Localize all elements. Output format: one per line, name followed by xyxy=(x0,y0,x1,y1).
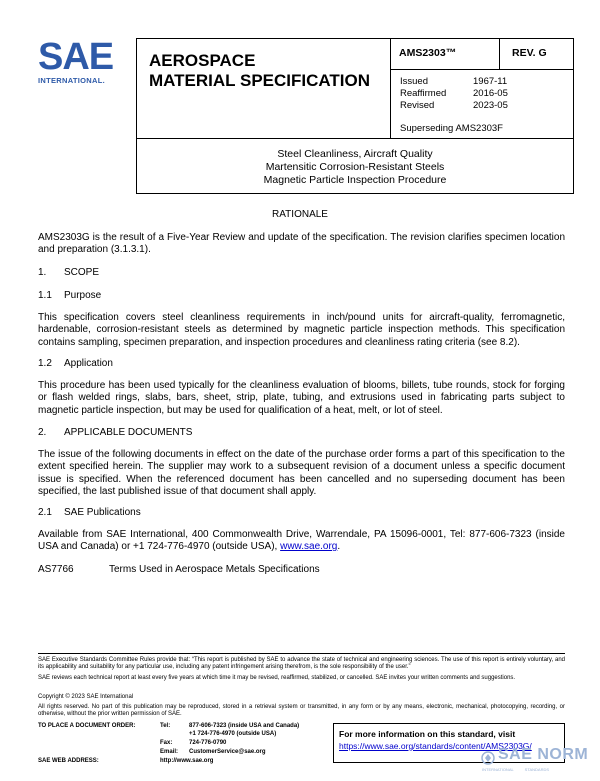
revision: REV. G xyxy=(512,47,547,59)
more-info-title: For more information on this standard, visit xyxy=(339,729,516,739)
dates-box xyxy=(390,69,574,139)
section-number: 2.1 xyxy=(38,507,52,518)
email-value[interactable]: CustomerService@sae.org xyxy=(189,749,266,755)
doc-number: AMS2303™ xyxy=(399,47,457,59)
subject-line3: Magnetic Particle Inspection Procedure xyxy=(263,174,447,186)
sae-logo xyxy=(38,38,118,83)
revision-box xyxy=(499,38,574,70)
web-value[interactable]: http://www.sae.org xyxy=(160,758,214,764)
sae-website-link[interactable]: www.sae.org xyxy=(280,541,338,553)
subject-line2: Martensitic Corrosion-Resistant Steels xyxy=(265,161,445,173)
title-box xyxy=(136,38,391,139)
section-number: 1.2 xyxy=(38,358,52,369)
doc-number-box xyxy=(390,38,500,70)
sae-norm-watermark xyxy=(480,744,600,776)
email-label: Email: xyxy=(160,749,179,755)
spec-title-line1: AEROSPACE xyxy=(149,51,256,70)
section-1-heading xyxy=(38,267,99,278)
fax-value: 724-776-0790 xyxy=(189,740,227,746)
section-title: SAE Publications xyxy=(64,507,141,518)
web-label: SAE WEB ADDRESS: xyxy=(38,758,99,764)
footer-divider xyxy=(38,653,565,654)
watermark-text: SAE NORM xyxy=(498,746,589,763)
reference-code: AS7766 xyxy=(38,564,74,575)
section-2-1-text xyxy=(38,529,565,554)
fax-label: Fax: xyxy=(160,740,173,746)
tel2-value: +1 724-776-4970 (outside USA) xyxy=(189,731,277,737)
order-label: TO PLACE A DOCUMENT ORDER: xyxy=(38,723,136,729)
section-title: Purpose xyxy=(64,290,102,301)
sae-address: Available from SAE International, 400 Commonwealth Drive, Warrendale, PA 15096-0001, Tel: 877-606-7323 (inside USA and Canada) or +1 724-776-4970 (outside USA), xyxy=(38,529,565,553)
section-title: SCOPE xyxy=(64,267,100,278)
section-2-text: The issue of the following documents in effect on the date of the purchase order forms a part of this specification to the extent specified herein. The supplier may work to a subsequent revision of a document unless a specific document issue is specified. When the referenced document has been cancelled and no superseding document has been specified, the last published issue of that document shall apply. xyxy=(38,449,565,497)
footer-review-note: SAE reviews each technical report at least every five years at which time it may be revised, reaffirmed, stabilized, or cancelled. SAE invites your written comments and suggestions. xyxy=(38,675,516,681)
footer-rights: All rights reserved. No part of this publication may be reproduced, stored in a retrieval system or transmitted, in any form or by any means, electronic, mechanical, photocopying, recording, or otherwise, without the prior written permission of SAE. xyxy=(38,704,565,718)
spec-title-line2: MATERIAL SPECIFICATION xyxy=(149,71,370,90)
tel-label: Tel: xyxy=(160,723,171,729)
rationale-heading: RATIONALE xyxy=(272,209,328,220)
subject-box xyxy=(136,138,574,194)
subject-line1: Steel Cleanliness, Aircraft Quality xyxy=(277,148,433,160)
section-1-2-text: This procedure has been used typically for the cleanliness evaluation of blooms, billets, tube rounds, stock for forging or flash welded rings, slabs, bars, sheet, strip, plate, tubing, and extrusions used in fabricating parts subject to magnetic particle inspection, but may be used for qualification of a heat, melt, or lot of steel. xyxy=(38,380,565,416)
section-title: APPLICABLE DOCUMENTS xyxy=(64,427,193,438)
reference-row xyxy=(38,564,320,575)
reference-title: Terms Used in Aerospace Metals Specifications xyxy=(109,564,320,575)
spec-title xyxy=(149,51,370,91)
reaffirmed-label: Reaffirmed xyxy=(400,88,447,99)
issued-label: Issued xyxy=(400,76,428,87)
tel-value: 877-606-7323 (inside USA and Canada) xyxy=(189,723,300,729)
section-number: 1. xyxy=(38,267,47,278)
period: . xyxy=(337,541,341,553)
revised-value: 2023-05 xyxy=(473,100,508,111)
section-2-heading xyxy=(38,427,192,438)
superseding: Superseding AMS2303F xyxy=(400,123,503,134)
revised-label: Revised xyxy=(400,100,435,111)
footer-disclaimer: SAE Executive Standards Committee Rules provide that: “This report is published by SAE to advance the state of technical and engineering sciences. The use of this report is entirely voluntary, and its applicability and suitability for any particular use, including any patent infringement arising therefrom, is the sole responsibility of the user.” xyxy=(38,657,565,671)
section-1-1-text: This specification covers steel cleanliness requirements in inch/pound units for aircraft-quality, ferromagnetic, hardenable, corrosion-resistant steels as determined by magnetic particle inspection methods. This specification contains sampling, specimen preparation, and inspection procedures and cleanliness rating criteria (see 8.2). xyxy=(38,312,565,348)
logo-subtext: INTERNATIONAL. xyxy=(38,76,105,85)
standard-link[interactable]: https://www.sae.org/standards/content/AMS2303G/ xyxy=(339,741,532,751)
footer-copyright: Copyright © 2023 SAE International xyxy=(38,694,134,700)
section-number: 2. xyxy=(38,427,47,438)
section-title: Application xyxy=(64,358,113,369)
section-2-1-heading xyxy=(38,507,141,518)
reaffirmed-value: 2016-05 xyxy=(473,88,508,99)
logo-wordmark: SAE xyxy=(38,36,114,78)
rationale-text: AMS2303G is the result of a Five-Year Review and update of the specification. The revision clarifies specimen location and preparation (3.1.3.1). xyxy=(38,232,565,256)
issued-value: 1967-11 xyxy=(473,76,508,87)
section-1-2-heading xyxy=(38,358,113,369)
section-1-1-heading xyxy=(38,290,101,301)
watermark-subtext: INTERNATIONAL STANDARDS xyxy=(482,767,550,772)
section-number: 1.1 xyxy=(38,290,52,301)
